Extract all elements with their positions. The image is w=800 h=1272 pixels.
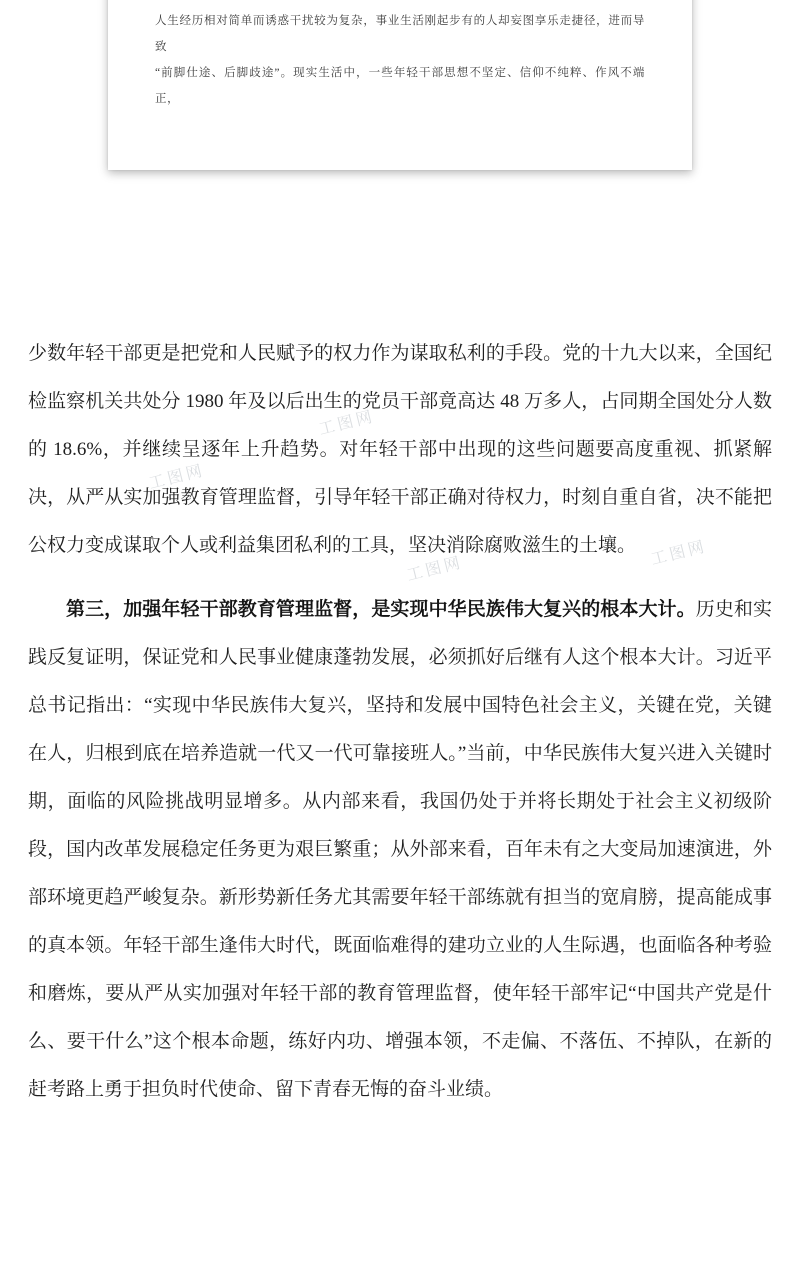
paragraph [28, 586, 772, 1114]
previous-page-bottom [108, 0, 692, 170]
watermark: 工图网 [317, 408, 377, 439]
paragraph-lead-bold: 第三，加强年轻干部教育管理监督，是实现中华民族伟大复兴的根本大计。 [66, 599, 696, 620]
paragraph-text: 历史和实践反复证明，保证党和人民事业健康蓬勃发展，必须抓好后继有人这个根本大计。习近平总书记指出：“实现中华民族伟大复兴，坚持和发展中国特色社会主义，关键在党，关键在人，归根到底在培养造就一代又一代可靠接班人。”当前，中华民族伟大复兴进入关键时期，面临的风险挑战明显增多。从内部来看，我国仍处于并将长期处于社会主义初级阶段，国内改革发展稳定任务更为艰巨繁重；从外部来看，百年未有之大变局加速演进，外部环境更趋严峻复杂。新形势新任务尤其需要年轻干部练就有担当的宽肩膀，提高能成事的真本领。年轻干部生逢伟大时代，既面临难得的建功立业的人生际遇，也面临各种考验和磨炼，要从严从实加强对年轻干部的教育管理监督，使年轻干部牢记“中国共产党是什么、要干什么”这个根本命题，练好内功、增强本领，不走偏、不落伍、不掉队，在新的赶考路上勇于担负时代使命、留下青春无悔的奋斗业绩。 [28, 599, 772, 1100]
document-body [28, 330, 772, 1114]
prev-page-line: 人生经历相对简单而诱惑干扰较为复杂，事业生活刚起步有的人却妄图享乐走捷径，进而导致 [155, 15, 645, 53]
paragraph [28, 330, 772, 570]
watermark: 工图网 [147, 462, 207, 493]
watermark: 工图网 [405, 554, 465, 585]
paragraph-text: 少数年轻干部更是把党和人民赋予的权力作为谋取私利的手段。党的十九大以来，全国纪检监察机关共处分 1980 年及以后出生的党员干部竟高达 48 万多人，占同期全国处分人数的 18.6%，并继续呈逐年上升趋势。对年轻干部中出现的这些问题要高度重视、抓紧解决，从严从实加强教育管理监督，引导年轻干部正确对待权力，时刻自重自省，决不能把公权力变成谋取个人或利益集团私利的工具，坚决消除腐败滋生的土壤。 [28, 343, 772, 556]
watermark: 工图网 [649, 538, 709, 569]
prev-page-line: “前脚仕途、后脚歧途”。现实生活中，一些年轻干部思想不坚定、信仰不纯粹、作风不端正， [155, 67, 645, 105]
